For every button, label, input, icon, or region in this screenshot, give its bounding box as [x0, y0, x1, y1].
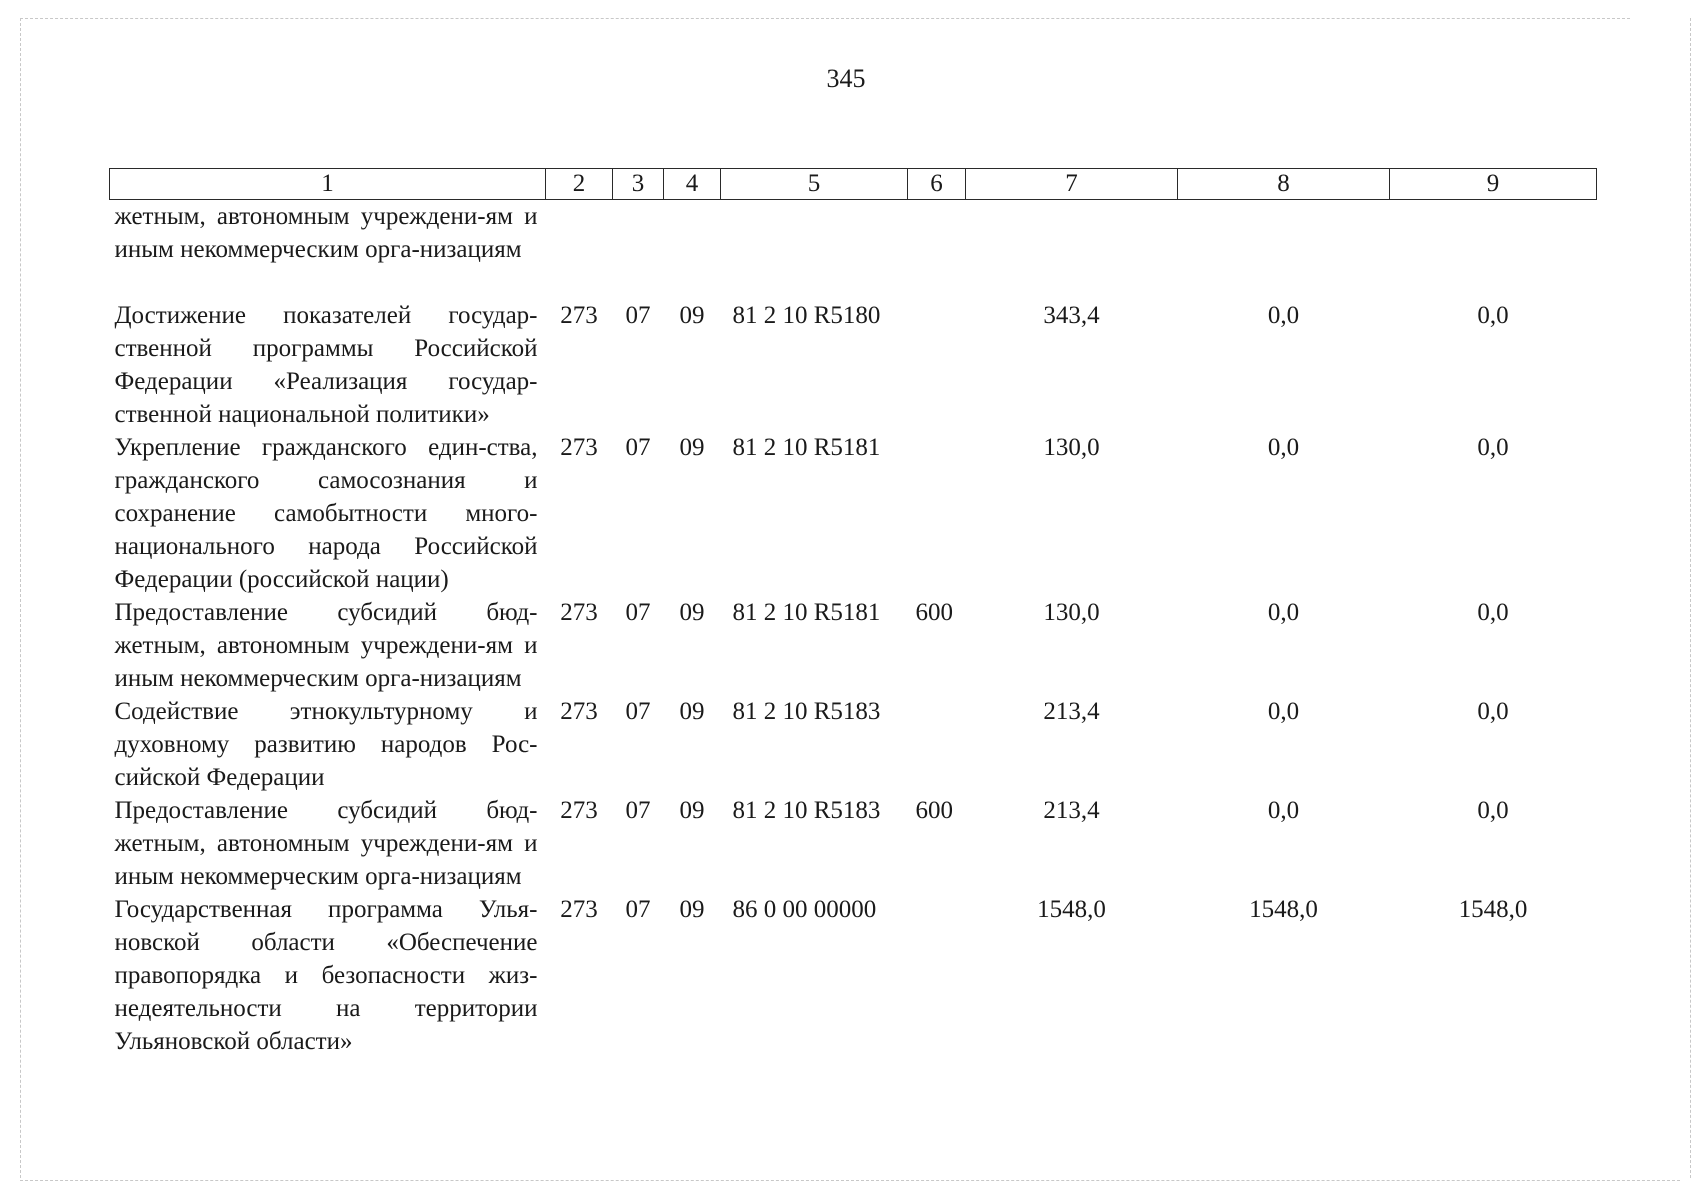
header-col-4: 4 [664, 169, 721, 200]
header-col-5: 5 [721, 169, 908, 200]
row-ministry-code: 273 [560, 896, 598, 923]
row-ministry-code: 273 [560, 698, 598, 725]
row-section-code: 07 [625, 434, 651, 461]
row-expense-type [908, 200, 966, 300]
row-amount-col-8: 0,0 [1267, 434, 1300, 461]
row-ministry-code: 273 [560, 434, 598, 461]
row-amount-col-9 [1390, 200, 1597, 300]
row-name: Достижение показателей государ-ственной программы Российской Федерации «Реализация государ-ственной национальной политики» [114, 302, 538, 428]
row-subsection-code: 09 [679, 302, 705, 329]
table-row [110, 596, 1597, 695]
row-amount-col-7 [966, 200, 1178, 300]
row-amount-col-8: 1548,0 [1249, 896, 1318, 923]
row-expense-type [908, 431, 966, 596]
row-name: жетным, автономным учреждени-ям и иным некоммерческим орга-низациям [114, 203, 538, 263]
row-amount-col-9: 0,0 [1477, 302, 1509, 329]
header-col-6: 6 [908, 169, 966, 200]
row-target-code: 81 2 10 R5180 [732, 302, 881, 329]
row-target-code: 81 2 10 R5183 [732, 797, 881, 824]
row-amount-col-8: 0,0 [1267, 599, 1300, 626]
header-col-2: 2 [546, 169, 613, 200]
table-row [110, 431, 1597, 596]
scan-edge-bottom [20, 1180, 1680, 1181]
table-row [110, 299, 1597, 431]
row-amount-col-7: 1548,0 [1037, 896, 1106, 923]
row-name: Предоставление субсидий бюд-жетным, автономным учреждени-ям и иным некоммерческим орга-низациям [114, 797, 538, 890]
row-section-code: 07 [625, 599, 651, 626]
row-target-code: 81 2 10 R5181 [732, 599, 881, 626]
row-subsection-code: 09 [679, 797, 705, 824]
row-amount-col-7: 213,4 [1043, 698, 1100, 725]
row-ministry-code: 273 [560, 797, 598, 824]
row-expense-type: 600 [915, 599, 953, 626]
row-amount-col-8 [1178, 200, 1390, 300]
row-section-code: 07 [625, 797, 651, 824]
scan-edge-right [1690, 18, 1691, 1178]
budget-table [109, 168, 1597, 1058]
row-ministry-code [546, 200, 613, 300]
header-row [110, 169, 1597, 200]
row-subsection-code: 09 [679, 434, 705, 461]
row-amount-col-9: 0,0 [1477, 434, 1509, 461]
page-number: 345 [826, 64, 866, 93]
row-expense-type [908, 695, 966, 794]
row-amount-col-9: 0,0 [1477, 698, 1509, 725]
row-amount-col-9: 0,0 [1477, 797, 1509, 824]
row-amount-col-7: 213,4 [1043, 797, 1100, 824]
header-col-7: 7 [966, 169, 1178, 200]
header-col-1: 1 [110, 169, 546, 200]
row-target-code: 86 0 00 00000 [732, 896, 877, 923]
table-row [110, 695, 1597, 794]
row-amount-col-7: 343,4 [1043, 302, 1100, 329]
table-row [110, 893, 1597, 1058]
row-subsection-code: 09 [679, 896, 705, 923]
table-row [110, 794, 1597, 893]
row-ministry-code: 273 [560, 302, 598, 329]
table-body [110, 200, 1597, 1059]
row-amount-col-8: 0,0 [1267, 698, 1300, 725]
header-col-8: 8 [1178, 169, 1390, 200]
header-col-3: 3 [613, 169, 664, 200]
row-subsection-code [664, 200, 721, 300]
row-section-code: 07 [625, 302, 651, 329]
row-section-code [613, 200, 664, 300]
row-target-code: 81 2 10 R5183 [732, 698, 881, 725]
row-amount-col-7: 130,0 [1043, 599, 1100, 626]
table-row [110, 200, 1597, 300]
row-ministry-code: 273 [560, 599, 598, 626]
row-expense-type: 600 [915, 797, 953, 824]
row-amount-col-7: 130,0 [1043, 434, 1100, 461]
table-header [110, 169, 1597, 200]
scan-edge-top [20, 18, 1630, 19]
row-section-code: 07 [625, 698, 651, 725]
row-amount-col-8: 0,0 [1267, 302, 1300, 329]
row-section-code: 07 [625, 896, 651, 923]
row-name: Государственная программа Улья-новской области «Обеспечение правопорядка и безопасности жиз-недеятельности на территории Ульяновской области» [114, 896, 538, 1055]
row-amount-col-9: 0,0 [1477, 599, 1509, 626]
row-name: Укрепление гражданского един-ства, гражданского самосознания и сохранение самобытности много-национального народа Российской Федерации (российской нации) [114, 434, 538, 593]
row-name: Предоставление субсидий бюд-жетным, автономным учреждени-ям и иным некоммерческим орга-низациям [114, 599, 538, 692]
scan-edge-left [20, 18, 21, 1178]
row-name: Содействие этнокультурному и духовному развитию народов Рос-сийской Федерации [114, 698, 538, 791]
row-subsection-code: 09 [679, 698, 705, 725]
row-target-code [721, 200, 908, 300]
header-col-9: 9 [1390, 169, 1597, 200]
row-expense-type [908, 299, 966, 431]
row-subsection-code: 09 [679, 599, 705, 626]
row-amount-col-8: 0,0 [1267, 797, 1300, 824]
row-expense-type [908, 893, 966, 1058]
row-target-code: 81 2 10 R5181 [732, 434, 881, 461]
row-amount-col-9: 1548,0 [1458, 896, 1528, 923]
